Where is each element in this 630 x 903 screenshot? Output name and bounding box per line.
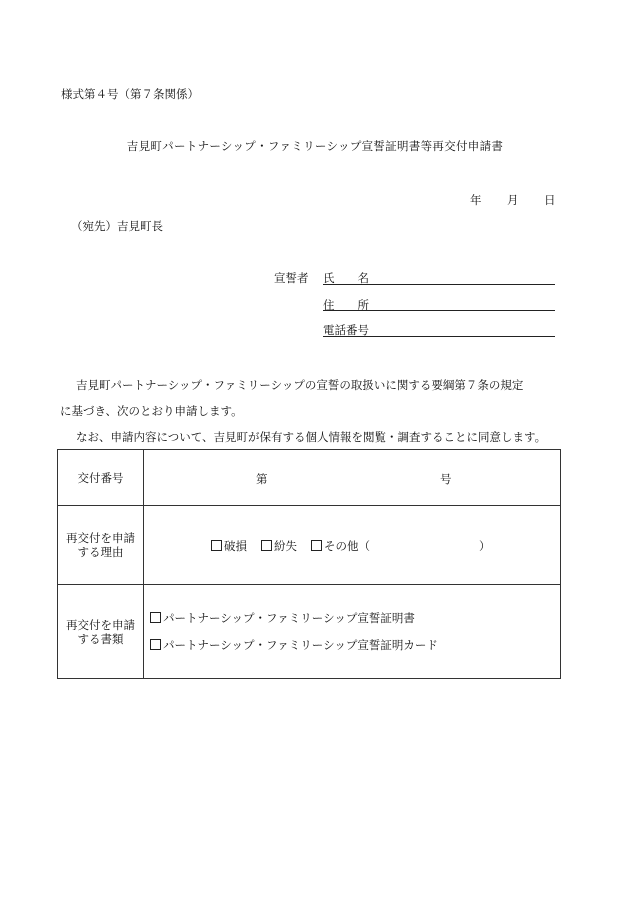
body-paragraph-line1: 吉見町パートナーシップ・ファミリーシップの宣誓の取扱いに関する要綱第７条の規定 (76, 378, 524, 392)
address-field-line[interactable] (323, 310, 555, 311)
issue-number-suffix: 号 (440, 472, 452, 486)
other-checkbox[interactable] (311, 540, 322, 551)
document-option-card[interactable] (150, 637, 438, 653)
application-table (57, 449, 561, 679)
reason-label-line2: する理由 (77, 545, 124, 559)
phone-label: 電話番号 (323, 323, 369, 337)
issue-number-prefix: 第 (256, 472, 268, 486)
document-option-certificate[interactable] (150, 610, 415, 626)
applicant-label: 宣誓者 (274, 271, 309, 285)
issue-number-cell[interactable] (144, 450, 561, 506)
lost-checkbox[interactable] (261, 540, 272, 551)
issue-number-label-cell (58, 450, 144, 506)
issue-number-label: 交付番号 (77, 470, 124, 485)
name-label: 氏 名 (323, 271, 369, 285)
table-row-issue-number (58, 450, 561, 506)
other-close-paren: ） (479, 539, 491, 553)
address-label: 住 所 (323, 298, 369, 312)
documents-label-cell (58, 585, 144, 679)
damaged-label: 破損 (224, 539, 247, 553)
documents-label-line2: する書類 (77, 631, 124, 646)
certificate-checkbox[interactable] (150, 612, 161, 623)
other-label: その他（ (324, 539, 370, 553)
reason-label-line1: 再交付を申請 (66, 531, 135, 545)
damaged-checkbox[interactable] (211, 540, 222, 551)
phone-field-line[interactable] (323, 336, 555, 337)
reason-option-lost[interactable] (261, 538, 297, 554)
reason-option-other[interactable] (311, 538, 370, 554)
consent-statement: なお、申請内容について、吉見町が保有する個人情報を閲覧・調査することに同意します。 (76, 430, 547, 444)
documents-options-cell (144, 585, 561, 679)
certificate-label: パートナーシップ・ファミリーシップ宣誓証明書 (163, 611, 415, 625)
form-number: 様式第４号（第７条関係） (61, 87, 199, 101)
card-label: パートナーシップ・ファミリーシップ宣誓証明カード (163, 638, 438, 652)
body-paragraph-line2: に基づき、次のとおり申請します。 (60, 404, 243, 418)
reason-label-cell (58, 506, 144, 585)
card-checkbox[interactable] (150, 639, 161, 650)
table-row-reason (58, 506, 561, 585)
reason-option-damaged[interactable] (211, 538, 247, 554)
document-title: 吉見町パートナーシップ・ファミリーシップ宣誓証明書等再交付申請書 (126, 139, 504, 153)
name-field-line[interactable] (323, 284, 555, 285)
documents-label-line1: 再交付を申請 (66, 617, 135, 632)
date-year-label: 年 (470, 193, 482, 207)
table-row-documents (58, 585, 561, 679)
date-day-label: 日 (544, 193, 556, 207)
lost-label: 紛失 (274, 539, 297, 553)
reason-options-cell (144, 506, 561, 585)
date-month-label: 月 (507, 193, 519, 207)
addressee: （宛先）吉見町長 (71, 219, 163, 233)
